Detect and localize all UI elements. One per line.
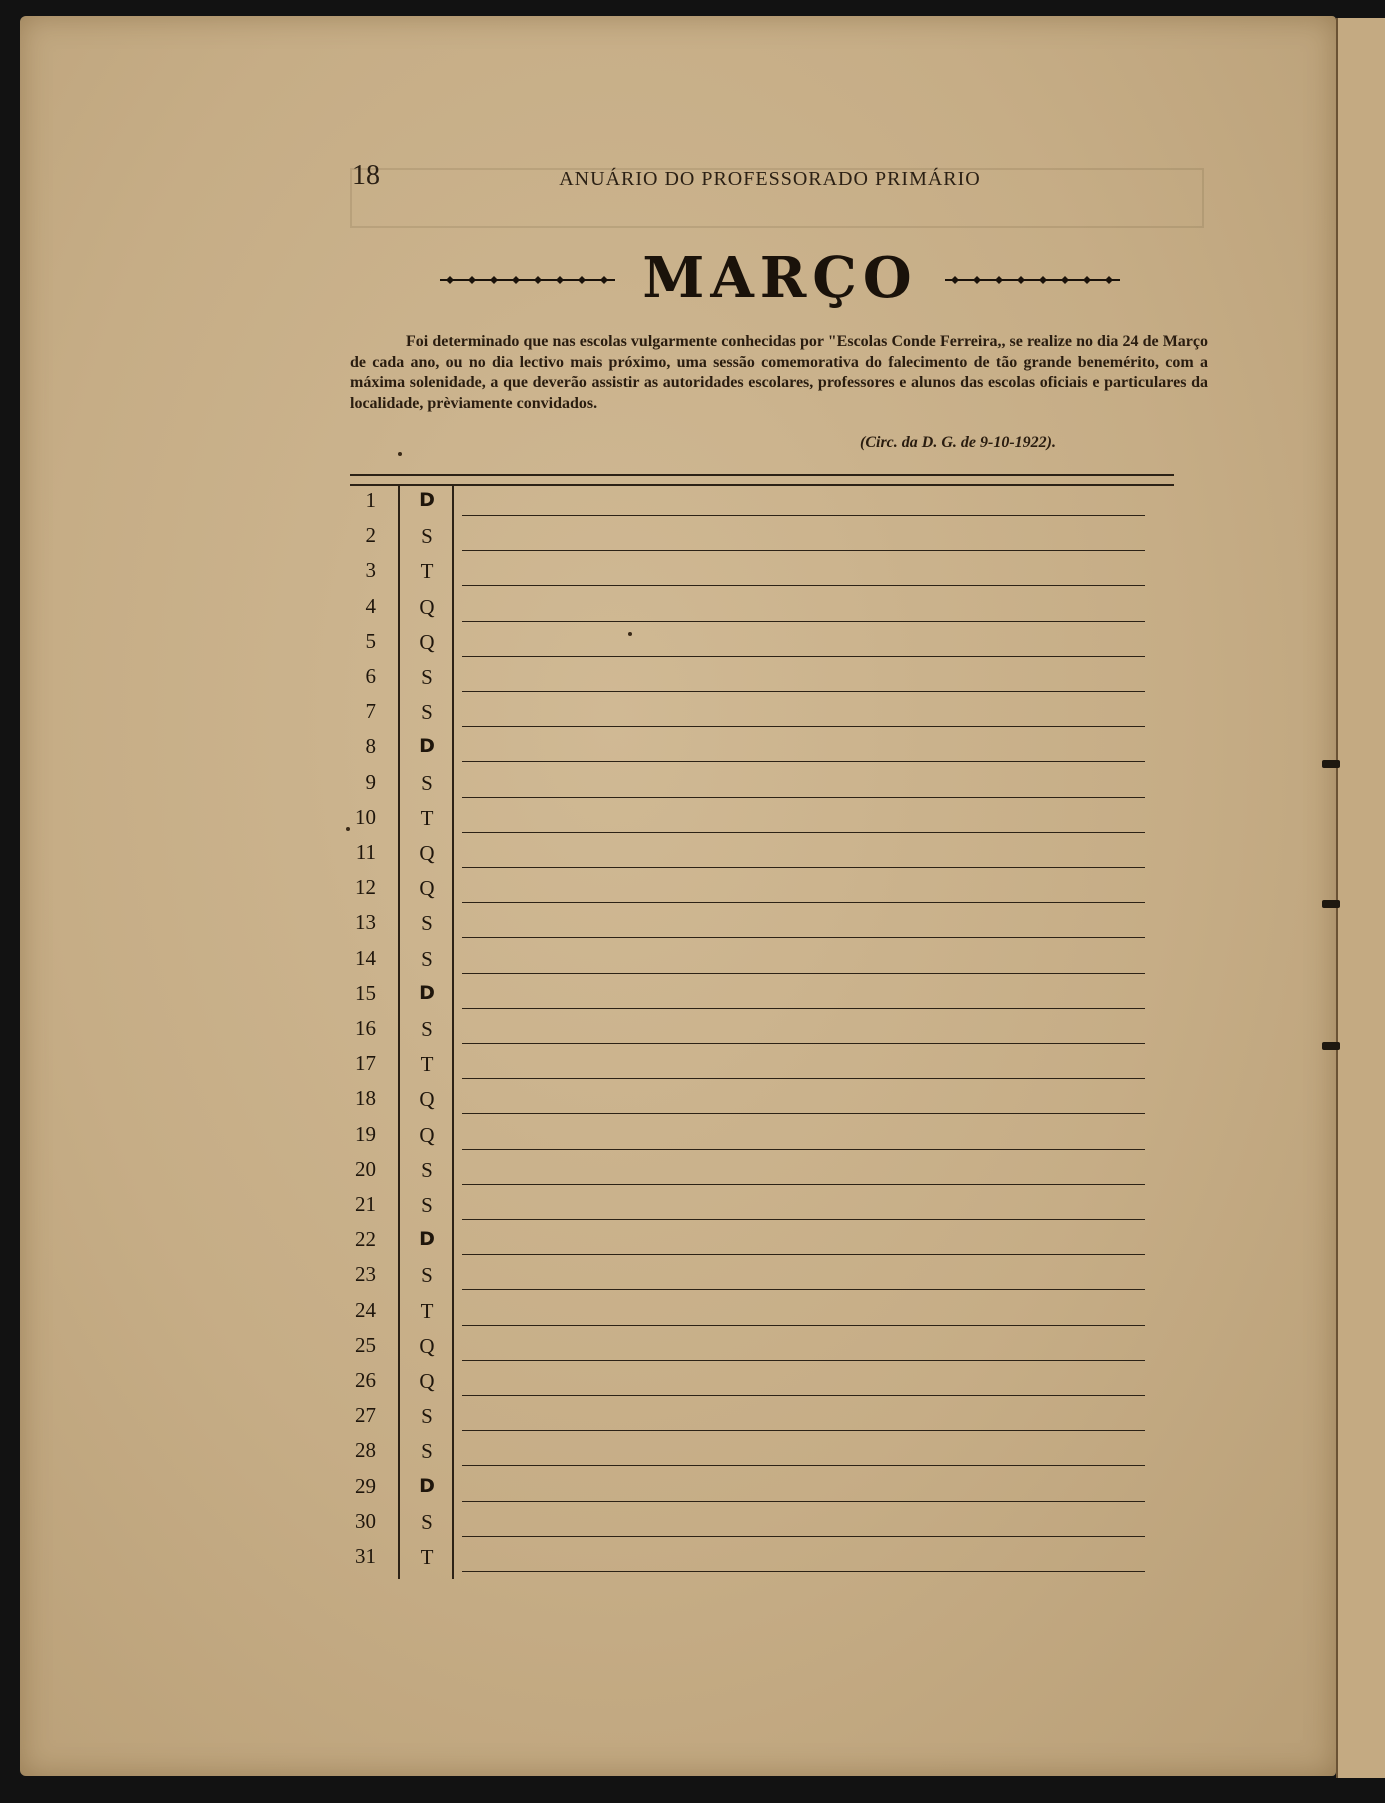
calendar-row [340,1082,1220,1117]
day-number: 26 [355,1368,376,1392]
day-number: 31 [355,1544,376,1568]
page-header [330,158,1210,198]
calendar-row [340,1434,1220,1469]
weekday-letter: S [421,665,433,689]
day-number: 28 [355,1438,376,1463]
calendar-row [340,871,1220,906]
calendar-row [340,1047,1220,1082]
calendar-row [340,1470,1220,1505]
weekday-letter: S [421,1157,433,1182]
calendar-row [340,1153,1220,1188]
weekday-letter: Q [419,1369,435,1393]
weekday-letter: T [420,805,434,830]
writing-line [462,761,1145,762]
day-number: 7 [365,699,376,724]
calendar-row [340,484,1220,519]
weekday-letter: D [419,981,435,1004]
writing-line [462,585,1145,586]
day-number: 24 [355,1297,376,1322]
writing-line [462,621,1145,622]
binding-notch [1322,1042,1340,1050]
day-number: 25 [355,1332,376,1357]
weekday-letter: S [421,1017,433,1041]
print-speck [398,452,402,456]
weekday-letter: S [421,524,433,549]
weekday-letter: Q [419,876,435,901]
writing-line [462,550,1145,551]
writing-line [462,937,1145,938]
calendar-row [340,1188,1220,1223]
calendar-row [340,906,1220,941]
writing-line [462,1395,1145,1396]
calendar-row [340,660,1220,695]
calendar-row [340,977,1220,1012]
weekday-letter: T [420,1052,434,1077]
notice-citation: (Circ. da D. G. de 9-10-1922). [860,434,1056,451]
writing-line [462,973,1145,974]
writing-line [462,1501,1145,1502]
weekday-letter: S [421,700,433,725]
writing-line [462,1219,1145,1220]
print-speck [346,827,350,831]
calendar-row [340,1294,1220,1329]
calendar-row [340,519,1220,554]
day-number: 8 [365,734,376,759]
day-number: 6 [365,664,376,688]
writing-line [462,1571,1145,1572]
calendar-row [340,1540,1220,1575]
day-number: 3 [365,558,376,583]
writing-line [462,1536,1145,1537]
running-title: ANUÁRIO DO PROFESSORADO PRIMÁRIO [559,168,981,190]
day-number: 1 [365,488,376,512]
weekday-letter: D [419,735,435,758]
weekday-letter: Q [419,594,435,619]
binding-notch [1322,900,1340,908]
day-number: 16 [355,1016,376,1040]
writing-line [462,867,1145,868]
calendar-row [340,730,1220,765]
calendar-row [340,1118,1220,1153]
weekday-letter: T [420,1298,434,1323]
writing-line [462,1043,1145,1044]
page-number: 18 [352,160,380,191]
weekday-letter: S [421,911,433,936]
notice-text: Foi determinado que nas escolas vulgarmente conhecidas por "Escolas Conde Ferreira,, se realize no dia 24 de Março de cada ano, ou no dia lectivo mais próximo, uma sessão comemorativa do falecimento de tão grande benemérito, com a máxima solenidade, a que deverão assistir as autoridades escolares, professores e alunos das escolas oficiais e particulares da localidade, prèviamente convidados. [350,333,1208,412]
calendar-row [340,1258,1220,1293]
day-number: 11 [355,840,376,864]
weekday-letter: S [421,1263,433,1288]
calendar-row [340,1012,1220,1047]
calendar-row [340,625,1220,660]
writing-line [462,1289,1145,1290]
day-number: 14 [355,945,376,970]
writing-line [462,1184,1145,1185]
weekday-letter: S [421,770,433,795]
day-number: 29 [355,1473,376,1498]
writing-line [462,1254,1145,1255]
calendar-row [340,836,1220,871]
weekday-letter: D [419,489,435,511]
writing-line [462,726,1145,727]
weekday-letter: S [421,946,433,971]
calendar-row [340,766,1220,801]
day-number: 4 [365,593,376,618]
binding-notch [1322,760,1340,768]
writing-line [462,1465,1145,1466]
writing-line [462,797,1145,798]
writing-line [462,832,1145,833]
adjacent-page-edge [1336,18,1385,1778]
weekday-letter: D [419,1474,435,1497]
calendar-row [340,554,1220,589]
day-number: 13 [355,910,376,935]
writing-line [462,1113,1145,1114]
calendar-row [340,1364,1220,1399]
weekday-letter: T [420,1545,434,1569]
day-number: 10 [355,804,376,829]
calendar-row [340,590,1220,625]
calendar-row [340,1329,1220,1364]
calendar-row [340,695,1220,730]
weekday-letter: S [421,1439,433,1464]
weekday-letter: Q [419,841,435,865]
calendar-row [340,942,1220,977]
weekday-letter: S [421,1404,433,1429]
day-number: 15 [355,980,376,1005]
writing-line [462,1325,1145,1326]
ornament-rule-right-icon [945,275,1120,285]
writing-line [462,1078,1145,1079]
weekday-letter: S [421,1509,433,1534]
day-number: 17 [355,1051,376,1076]
month-title-block [440,245,1120,315]
weekday-letter: S [421,1193,433,1217]
print-speck [628,632,632,636]
weekday-letter: D [419,1228,435,1251]
day-number: 20 [355,1156,376,1181]
day-number: 23 [355,1262,376,1287]
day-number: 30 [355,1508,376,1533]
notice-paragraph [350,332,1208,414]
writing-line [462,1149,1145,1150]
calendar-row [340,1505,1220,1540]
day-number: 9 [365,769,376,794]
day-number: 12 [355,875,376,900]
day-number: 27 [355,1403,376,1428]
month-title: MARÇO [642,245,918,311]
weekday-letter: Q [419,1333,435,1358]
weekday-letter: Q [419,1087,435,1112]
day-number: 21 [355,1192,376,1216]
day-number: 18 [355,1086,376,1111]
weekday-letter: Q [419,629,435,654]
weekday-letter: Q [419,1122,435,1147]
writing-line [462,515,1145,516]
writing-line [462,1430,1145,1431]
writing-line [462,1360,1145,1361]
day-number: 22 [355,1227,376,1252]
calendar-row [340,1399,1220,1434]
calendar-row [340,801,1220,836]
writing-line [462,1008,1145,1009]
calendar-row [340,1223,1220,1258]
day-number: 19 [355,1121,376,1146]
writing-line [462,902,1145,903]
day-number: 5 [365,628,376,653]
day-number: 2 [365,523,376,548]
weekday-letter: T [420,559,434,584]
writing-line [462,691,1145,692]
writing-line [462,656,1145,657]
